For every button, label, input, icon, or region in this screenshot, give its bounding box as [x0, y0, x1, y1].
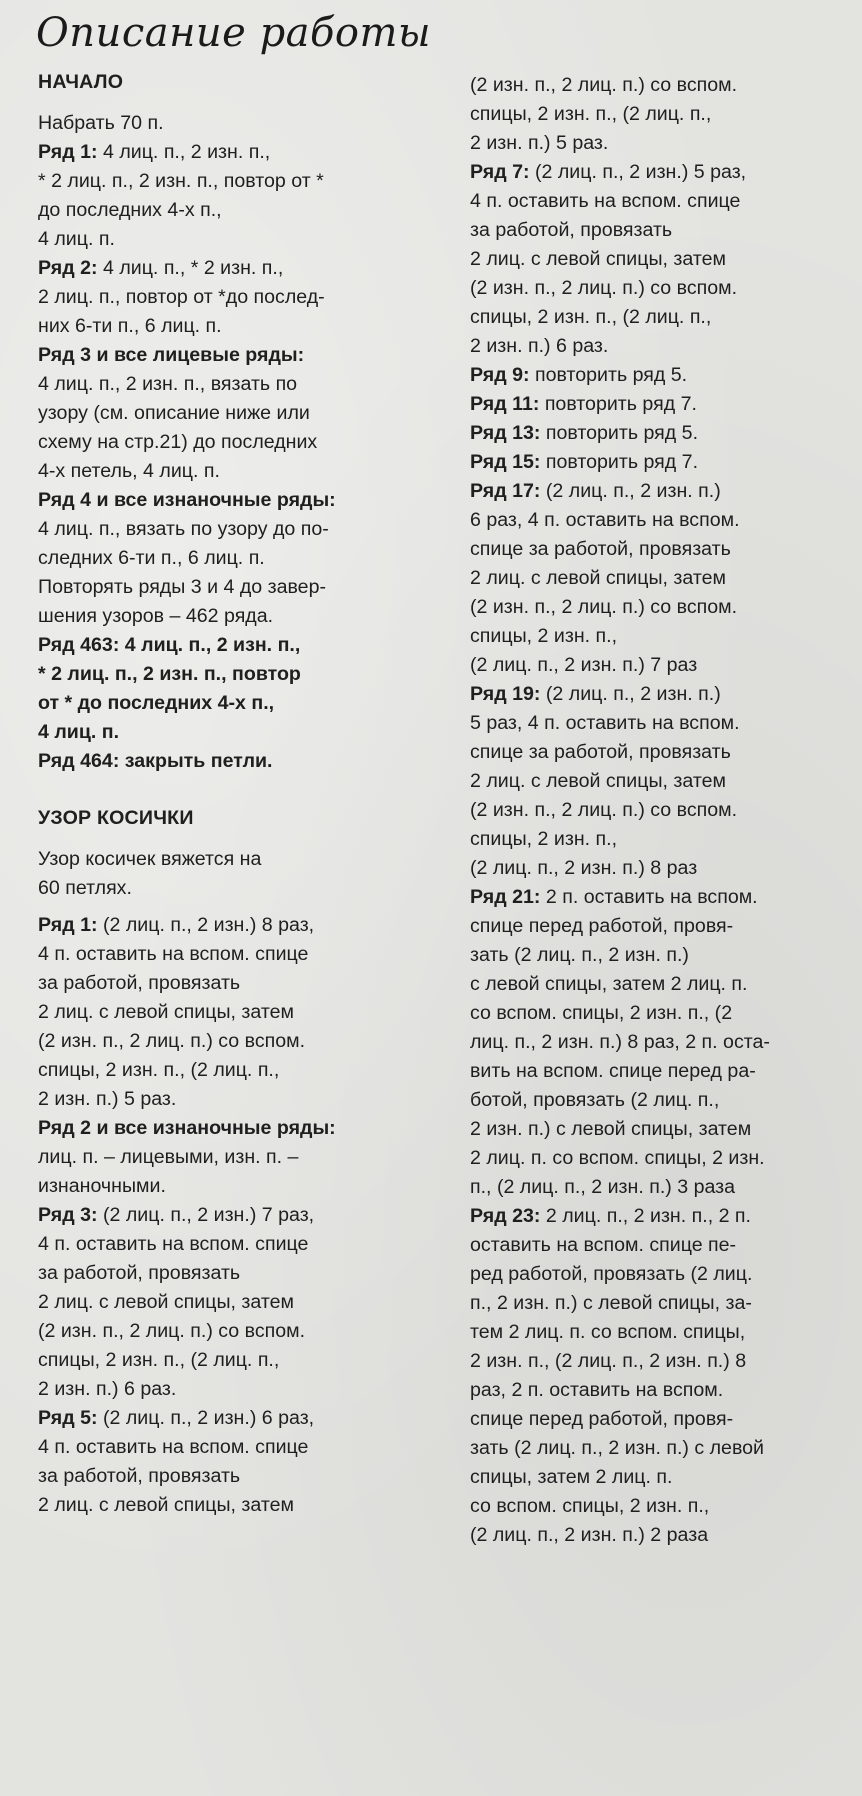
pattern-row-17: Ряд 17: (2 лиц. п., 2 изн. п.) 6 раз, 4 п. оставить на вспом. спице за работой, провязать 2 лиц. с левой спицы, затем (2 изн. п., 2 лиц. п.) со вспом. спицы, 2 изн. п., (2 лиц. п., 2 изн. п.) 7 раз [470, 480, 740, 676]
row-label: Ряд 4 и все изнаночные ряды: [38, 489, 336, 511]
pattern-row-3: Ряд 3: (2 лиц. п., 2 изн.) 7 раз, 4 п. оставить на вспом. спице за работой, провязать 2 лиц. с левой спицы, затем (2 изн. п., 2 лиц. п.) со вспом. спицы, 2 изн. п., (2 лиц. п., 2 изн. п.) 6 раз. [38, 1204, 315, 1400]
row-label: Ряд 3 и все лицевые ряды: [38, 344, 305, 366]
cast-on-text: Набрать 70 п. [38, 112, 164, 134]
row-1-instruction: Ряд 1: 4 лиц. п., 2 изн. п., * 2 лиц. п., 2 изн. п., повтор от * до последних 4-х п., 4 лиц. п. [38, 141, 324, 250]
row-label: Ряд 1: [38, 141, 98, 163]
row-label: Ряд 21: [470, 886, 541, 908]
pattern-row-7: Ряд 7: (2 лиц. п., 2 изн.) 5 раз, 4 п. оставить на вспом. спице за работой, провязать 2 лиц. с левой спицы, затем (2 изн. п., 2 лиц. п.) со вспом. спицы, 2 изн. п., (2 лиц. п., 2 изн. п.) 6 раз. [470, 161, 747, 357]
pattern-row-13: Ряд 13: повторить ряд 5. [470, 422, 699, 444]
row-label: Ряд 2 и все изнаночные ряды: [38, 1117, 336, 1139]
row-label: Ряд 3: [38, 1204, 98, 1226]
pattern-row-2: Ряд 2 и все изнаночные ряды: лиц. п. – лицевыми, изн. п. – изнаночными. [38, 1114, 438, 1201]
row-label: Ряд 2: [38, 257, 98, 279]
row-label: Ряд 17: [470, 480, 541, 502]
left-column [38, 68, 438, 1520]
row-label: Ряд 7: [470, 161, 530, 183]
right-column [470, 71, 855, 1550]
row-4-instruction: Ряд 4 и все изнаночные ряды: 4 лиц. п., вязать по узору до по- следних 6-ти п., 6 лиц. п. Повторять ряды 3 и 4 до завер- шения узоров – 462 ряда. [38, 486, 438, 631]
pattern-row-5-continued: (2 изн. п., 2 лиц. п.) со вспом. спицы, 2 изн. п., (2 лиц. п., 2 изн. п.) 5 раз. [470, 74, 738, 154]
pattern-row-5: Ряд 5: (2 лиц. п., 2 изн.) 6 раз, 4 п. оставить на вспом. спице за работой, провязать 2 лиц. с левой спицы, затем [38, 1407, 315, 1516]
row-463-instruction: Ряд 463: 4 лиц. п., 2 изн. п., * 2 лиц. п., 2 изн. п., повтор от * до последних 4-х п., 4 лиц. п. [38, 634, 301, 743]
row-label: Ряд 463: [38, 634, 120, 656]
pattern-row-1: Ряд 1: (2 лиц. п., 2 изн.) 8 раз, 4 п. оставить на вспом. спице за работой, провязать 2 лиц. с левой спицы, затем (2 изн. п., 2 лиц. п.) со вспом. спицы, 2 изн. п., (2 лиц. п., 2 изн. п.) 5 раз. [38, 914, 315, 1110]
pattern-row-9: Ряд 9: повторить ряд 5. [470, 364, 688, 386]
section-heading-cable-pattern: УЗОР КОСИЧКИ [38, 807, 194, 829]
row-2-instruction: Ряд 2: 4 лиц. п., * 2 изн. п., 2 лиц. п., повтор от *до послед- них 6-ти п., 6 лиц. п. [38, 257, 325, 337]
pattern-row-21: Ряд 21: 2 п. оставить на вспом. спице перед работой, провя- зать (2 лиц. п., 2 изн. п.) с левой спицы, затем 2 лиц. п. со вспом. спицы, 2 изн. п., (2 лиц. п., 2 изн. п.) 8 раз, 2 п. оста- вить на вспом. спице перед ра- ботой, провязать (2 лиц. п., 2 изн. п.) с левой спицы, затем 2 лиц. п. со вспом. спицы, 2 изн. п., (2 лиц. п., 2 изн. п.) 3 раза [470, 886, 770, 1198]
row-label: Ряд 23: [470, 1205, 541, 1227]
pattern-row-15: Ряд 15: повторить ряд 7. [470, 451, 699, 473]
row-label: Ряд 11: [470, 393, 540, 415]
pattern-intro: Узор косичек вяжется на 60 петлях. [38, 848, 262, 899]
row-label: Ряд 9: [470, 364, 530, 386]
row-label: Ряд 15: [470, 451, 541, 473]
pattern-row-23: Ряд 23: 2 лиц. п., 2 изн. п., 2 п. оставить на вспом. спице пе- ред работой, провязать (2 лиц. п., 2 изн. п.) с левой спицы, за- тем 2 лиц. п. со вспом. спицы, 2 изн. п., (2 лиц. п., 2 изн. п.) 8 раз, 2 п. оставить на вспом. спице перед работой, провя- зать (2 лиц. п., 2 изн. п.) с левой спицы, затем 2 лиц. п. со вспом. спицы, 2 изн. п., (2 лиц. п., 2 изн. п.) 2 раза [470, 1205, 764, 1546]
row-label: Ряд 19: [470, 683, 541, 705]
row-label: Ряд 5: [38, 1407, 98, 1429]
row-label: Ряд 464: [38, 750, 120, 772]
section-heading-start: НАЧАЛО [38, 71, 124, 93]
row-464-instruction: Ряд 464: закрыть петли. [38, 750, 273, 772]
pattern-row-11: Ряд 11: повторить ряд 7. [470, 393, 697, 415]
page-title: Описание работы [36, 10, 432, 56]
row-label: Ряд 1: [38, 914, 98, 936]
pattern-row-19: Ряд 19: (2 лиц. п., 2 изн. п.) 5 раз, 4 п. оставить на вспом. спице за работой, провязать 2 лиц. с левой спицы, затем (2 изн. п., 2 лиц. п.) со вспом. спицы, 2 изн. п., (2 лиц. п., 2 изн. п.) 8 раз [470, 683, 740, 879]
row-label: Ряд 13: [470, 422, 541, 444]
row-3-instruction: Ряд 3 и все лицевые ряды: 4 лиц. п., 2 изн. п., вязать по узору (см. описание ниже или схему на стр.21) до последних 4-х петель, 4 лиц. п. [38, 341, 438, 486]
